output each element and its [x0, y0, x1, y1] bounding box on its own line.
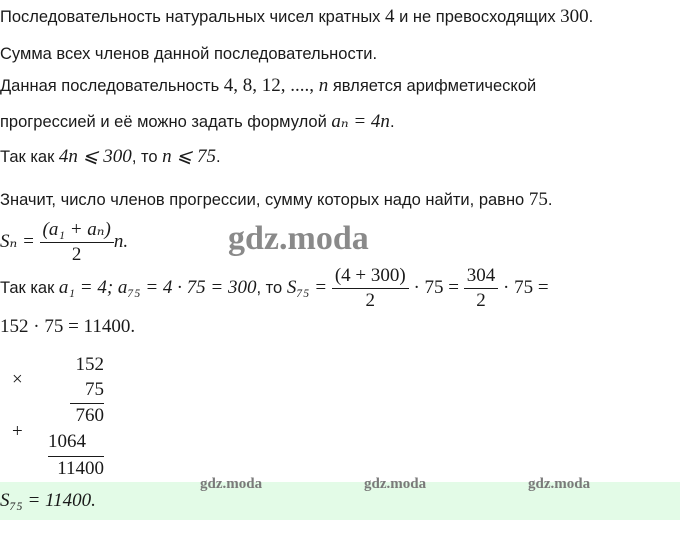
inequality-1: 4n ⩽ 300 — [58, 146, 132, 167]
sum-formula-lhs: Sₙ = — [0, 231, 40, 252]
task-title — [0, 6, 593, 28]
column-row-760: 760 — [75, 405, 104, 426]
column-row-75: 75 — [85, 379, 104, 400]
line-inequality — [0, 146, 221, 168]
column-row-152: 152 — [75, 354, 104, 375]
sum-formula — [0, 218, 128, 267]
answer-text: S₇₅ = 11400. — [0, 490, 96, 511]
term-count-text: Значит, число членов прогрессии, сумму которых надо найти, равно — [0, 191, 529, 209]
inequality-text-mid: , то — [131, 148, 163, 166]
watermark-small-3: gdz.moda — [528, 476, 591, 492]
calc-a1-a75: a₁ = 4; a₇₅ = 4 · 75 = 300 — [58, 277, 257, 298]
calc-fraction-2 — [464, 264, 499, 313]
sum-formula-n: n. — [113, 231, 129, 252]
title-dot: . — [588, 8, 594, 26]
calc-times-75-eq: · 75 = — [498, 277, 549, 298]
line-calculation — [0, 264, 549, 313]
calc-fraction-2-denominator: 2 — [476, 290, 486, 312]
calc-times-75: · 75 = — [408, 277, 464, 298]
inequality-2: n ⩽ 75 — [162, 146, 217, 167]
sum-formula-fraction — [40, 218, 114, 267]
sequence-n: n — [318, 75, 329, 96]
sequence-text-end: является арифметической — [328, 77, 537, 95]
title-text: Последовательность натуральных чисел кратных — [0, 8, 386, 26]
watermark-small-1: gdz.moda — [200, 476, 263, 492]
sum-formula-numerator: (a₁ + aₙ) — [40, 218, 114, 243]
multiply-sign: × — [12, 369, 23, 390]
calc-fraction-2-numerator: 304 — [464, 264, 499, 289]
watermark-small-2: gdz.moda — [364, 476, 427, 492]
formula-text: прогрессией и её можно задать формулой — [0, 113, 332, 131]
calc-fraction-1-numerator: (4 + 300) — [332, 264, 409, 289]
calc-fraction-1 — [332, 264, 409, 313]
line-term-count — [0, 189, 552, 211]
title-number-4: 4 — [385, 6, 395, 27]
watermark-large: gdz.moda — [228, 220, 369, 257]
plus-sign: + — [12, 421, 23, 442]
column-row-11400: 11400 — [57, 458, 104, 479]
calc-text: Так как — [0, 279, 59, 297]
term-count-dot: . — [547, 191, 553, 209]
sum-formula-denominator: 2 — [71, 244, 82, 266]
column-rule-1 — [70, 403, 104, 404]
calc-result: 152 · 75 = 11400. — [0, 316, 136, 337]
title-number-300: 300 — [560, 6, 589, 27]
formula-an: aₙ = 4n — [331, 111, 390, 132]
calc-s75: S₇₅ = — [286, 277, 332, 298]
line-sequence — [0, 75, 536, 97]
calc-fraction-1-denominator: 2 — [365, 290, 376, 312]
calc-text-mid: , то — [256, 279, 287, 297]
column-rule-2 — [48, 456, 104, 457]
column-row-1064: 1064 — [48, 431, 86, 452]
formula-dot: . — [389, 113, 395, 131]
task-subtitle: Сумма всех членов данной последовательности. — [0, 45, 378, 63]
sequence-terms: 4, 8, 12, ...., — [223, 75, 319, 96]
term-count-75: 75 — [528, 189, 548, 210]
title-text-mid: и не превосходящих — [394, 8, 561, 26]
inequality-text: Так как — [0, 148, 59, 166]
inequality-dot: . — [216, 148, 221, 166]
sequence-text: Данная последовательность — [0, 77, 224, 95]
line-formula — [0, 111, 395, 133]
